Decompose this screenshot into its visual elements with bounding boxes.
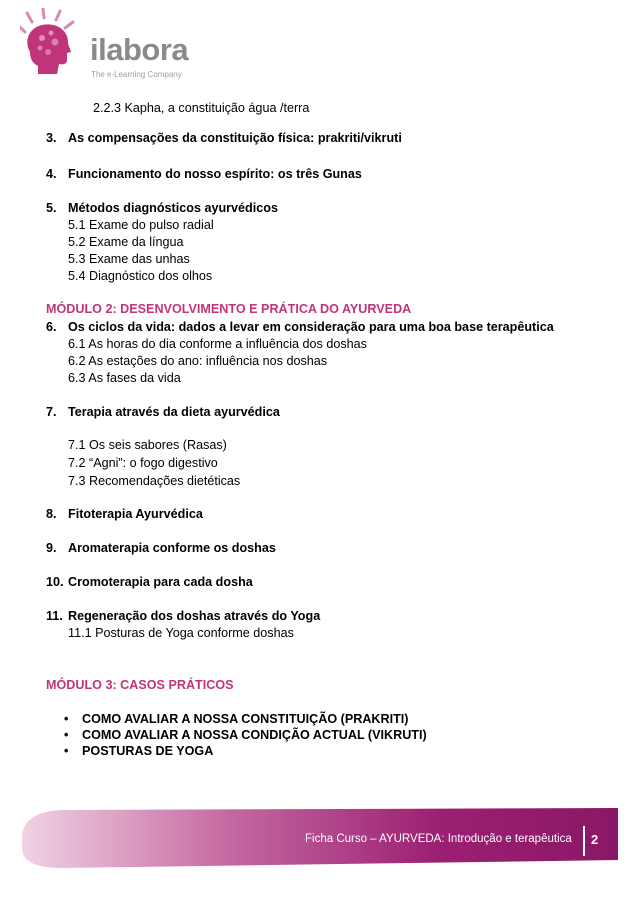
subsection-7-3: 7.3 Recomendações dietéticas [68, 474, 241, 488]
bullet-icon: • [64, 744, 69, 758]
section-8 [46, 506, 203, 522]
section-title: Métodos diagnósticos ayurvédicos [68, 201, 278, 215]
subsection-6-3: 6.3 As fases da vida [68, 371, 181, 385]
subsection-5-2: 5.2 Exame da língua [68, 235, 184, 249]
subsection-5-1: 5.1 Exame do pulso radial [68, 218, 214, 232]
section-number: 7. [46, 405, 57, 419]
section-number: 9. [46, 541, 57, 555]
section-title: Regeneração dos doshas através do Yoga [68, 609, 321, 623]
section-title: Funcionamento do nosso espírito: os três Gunas [68, 167, 362, 181]
section-6 [46, 319, 554, 335]
list-item-text: POSTURAS DE YOGA [82, 744, 214, 758]
section-title: Aromaterapia conforme os doshas [68, 541, 276, 555]
section-number: 10. [46, 575, 64, 589]
section-number: 5. [46, 201, 57, 215]
section-10 [46, 574, 253, 590]
subsection-11-1: 11.1 Posturas de Yoga conforme doshas [68, 626, 294, 640]
section-number: 8. [46, 507, 57, 521]
bullet-icon: • [64, 728, 69, 742]
subsection-6-1: 6.1 As horas do dia conforme a influência dos doshas [68, 337, 367, 351]
subsection-5-3: 5.3 Exame das unhas [68, 252, 190, 266]
section-4 [46, 166, 362, 182]
section-9 [46, 540, 276, 556]
section-number: 11. [46, 609, 63, 623]
section-title: Os ciclos da vida: dados a levar em consideração para uma boa base terapêutica [68, 320, 554, 334]
bullet-icon: • [64, 712, 69, 726]
ilabora-logo [20, 8, 190, 80]
module-3-heading: MÓDULO 3: CASOS PRÁTICOS [46, 678, 234, 692]
section-title: Fitoterapia Ayurvédica [68, 507, 203, 521]
section-number: 3. [46, 131, 57, 145]
list-item [64, 743, 213, 759]
logo-tagline: The e-Learning Company [91, 70, 182, 79]
section-title: Terapia através da dieta ayurvédica [68, 405, 280, 419]
section-number: 4. [46, 167, 57, 181]
section-title: As compensações da constituição física: prakriti/vikruti [68, 131, 402, 145]
section-3 [46, 130, 402, 146]
footer-divider [583, 826, 585, 856]
subsection-5-4: 5.4 Diagnóstico dos olhos [68, 269, 213, 283]
logo-head-icon [20, 8, 90, 80]
subsection-6-2: 6.2 As estações do ano: influência nos doshas [68, 354, 328, 368]
list-item [64, 711, 409, 727]
page-number: 2 [591, 832, 599, 847]
subsection-7-1: 7.1 Os seis sabores (Rasas) [68, 438, 227, 452]
logo-wordmark: ilabora [90, 32, 189, 67]
list-item [64, 727, 427, 743]
section-11 [46, 608, 320, 624]
subsection-2-2-3: 2.2.3 Kapha, a constituição água /terra [93, 101, 310, 115]
list-item-text: COMO AVALIAR A NOSSA CONSTITUIÇÃO (PRAKRITI) [82, 712, 409, 726]
section-number: 6. [46, 320, 57, 334]
subsection-7-2: 7.2 “Agni”: o fogo digestivo [68, 456, 218, 470]
section-title: Cromoterapia para cada dosha [68, 575, 253, 589]
section-7 [46, 404, 280, 420]
section-5 [46, 200, 278, 216]
module-2-heading: MÓDULO 2: DESENVOLVIMENTO E PRÁTICA DO AYURVEDA [46, 302, 412, 316]
list-item-text: COMO AVALIAR A NOSSA CONDIÇÃO ACTUAL (VIKRUTI) [82, 728, 427, 742]
footer-course-title: Ficha Curso – AYURVEDA: Introdução e terapêutica [305, 833, 572, 845]
